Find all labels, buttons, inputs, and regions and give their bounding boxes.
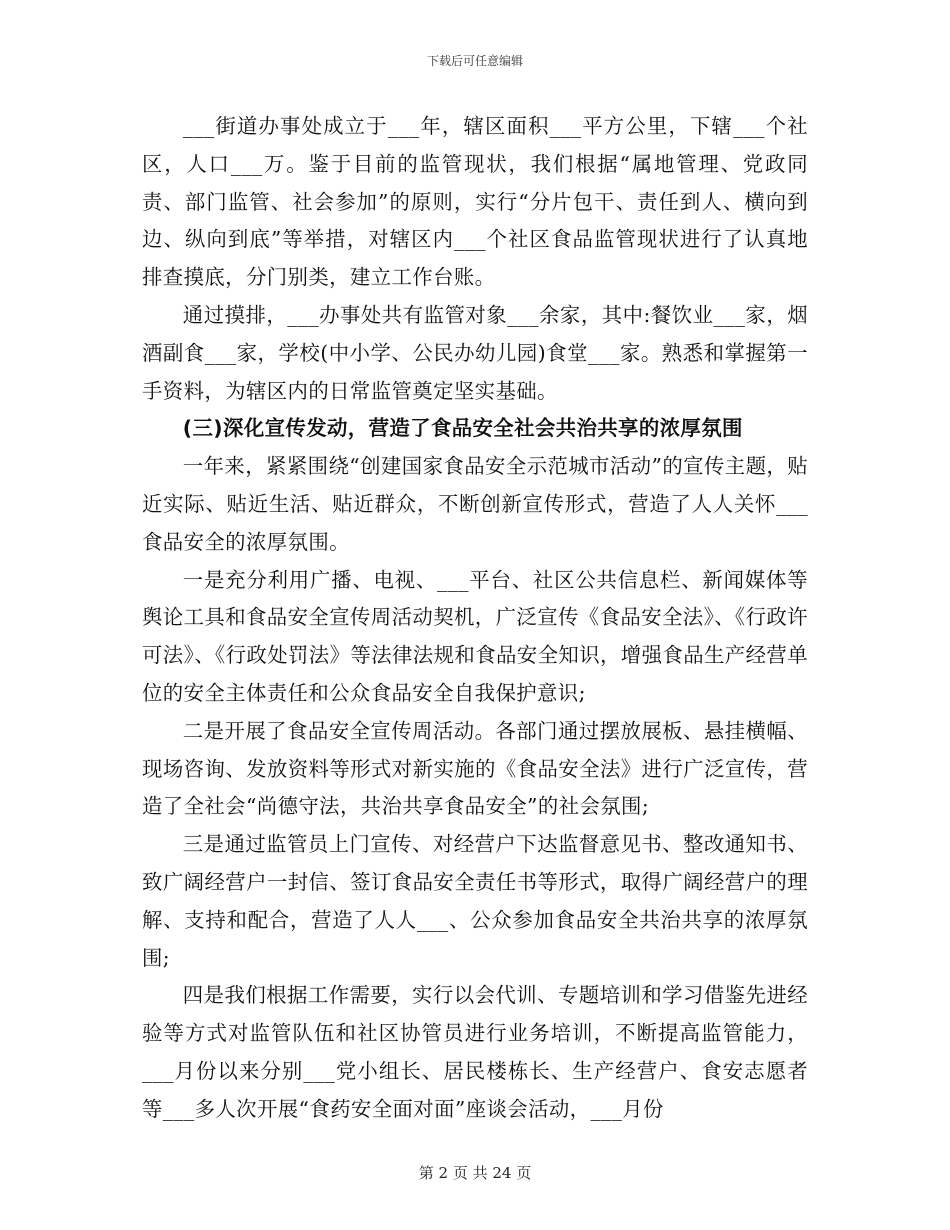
paragraph-overview: ___街道办事处成立于___年，辖区面积___平方公里，下辖___个社区，人口___万。鉴于目前的监管现状，我们根据“属地管理、党政同责、部门监管、社会参加”的原则，实行“分片包干、责任到人、横向到边、纵向到底”等举措，对辖区内___个社区食品监管现状进行了认真地排查摸底，分门别类，建立工作台账。 (142, 114, 808, 290)
paragraph-point-one: 一是充分利用广播、电视、___平台、社区公共信息栏、新闻媒体等舆论工具和食品安全宣传周活动契机，广泛宣传《食品安全法》、《行政许可法》、《行政处罚法》等法律法规和食品安全知识，增强食品生产经营单位的安全主体责任和公众食品安全自我保护意识; (142, 567, 808, 705)
section-heading: (三)深化宣传发动，营造了食品安全社会共治共享的浓厚氛围 (182, 416, 743, 441)
document-body (142, 108, 808, 1129)
page-number-footer: 第 2 页 共 24 页 (418, 1164, 532, 1182)
paragraph-point-two: 二是开展了食品安全宣传周活动。各部门通过摆放展板、悬挂横幅、现场咨询、发放资料等形式对新实施的《食品安全法》进行广泛宣传，营造了全社会“尚德守法，共治共享食品安全”的社会氛围; (142, 718, 808, 819)
paragraph-survey: 通过摸排，___办事处共有监管对象___余家，其中:餐饮业___家，烟酒副食___家，学校(中小学、公民办幼儿园)食堂___家。熟悉和掌握第一手资料，为辖区内的日常监管奠定坚实基础。 (142, 302, 808, 403)
page-header-note: 下载后可任意编辑 (426, 54, 523, 68)
paragraph-publicity-intro: 一年来，紧紧围绕“创建国家食品安全示范城市活动”的宣传主题，贴近实际、贴近生活、贴近群众，不断创新宣传形式，营造了人人关怀___食品安全的浓厚氛围。 (142, 454, 808, 554)
paragraph-point-four: 四是我们根据工作需要，实行以会代训、专题培训和学习借鉴先进经验等方式对监管队伍和社区协管员进行业务培训，不断提高监管能力，___月份以来分别___党小组长、居民楼栋长、生产经营户、食安志愿者等___多人次开展“食药安全面对面”座谈会活动，___月份 (142, 983, 808, 1121)
paragraph-point-three: 三是通过监管员上门宣传、对经营户下达监督意见书、整改通知书、致广阔经营户一封信、签订食品安全责任书等形式，取得广阔经营户的理解、支持和配合，营造了人人___、公众参加食品安全共治共享的浓厚氛围; (142, 832, 808, 970)
